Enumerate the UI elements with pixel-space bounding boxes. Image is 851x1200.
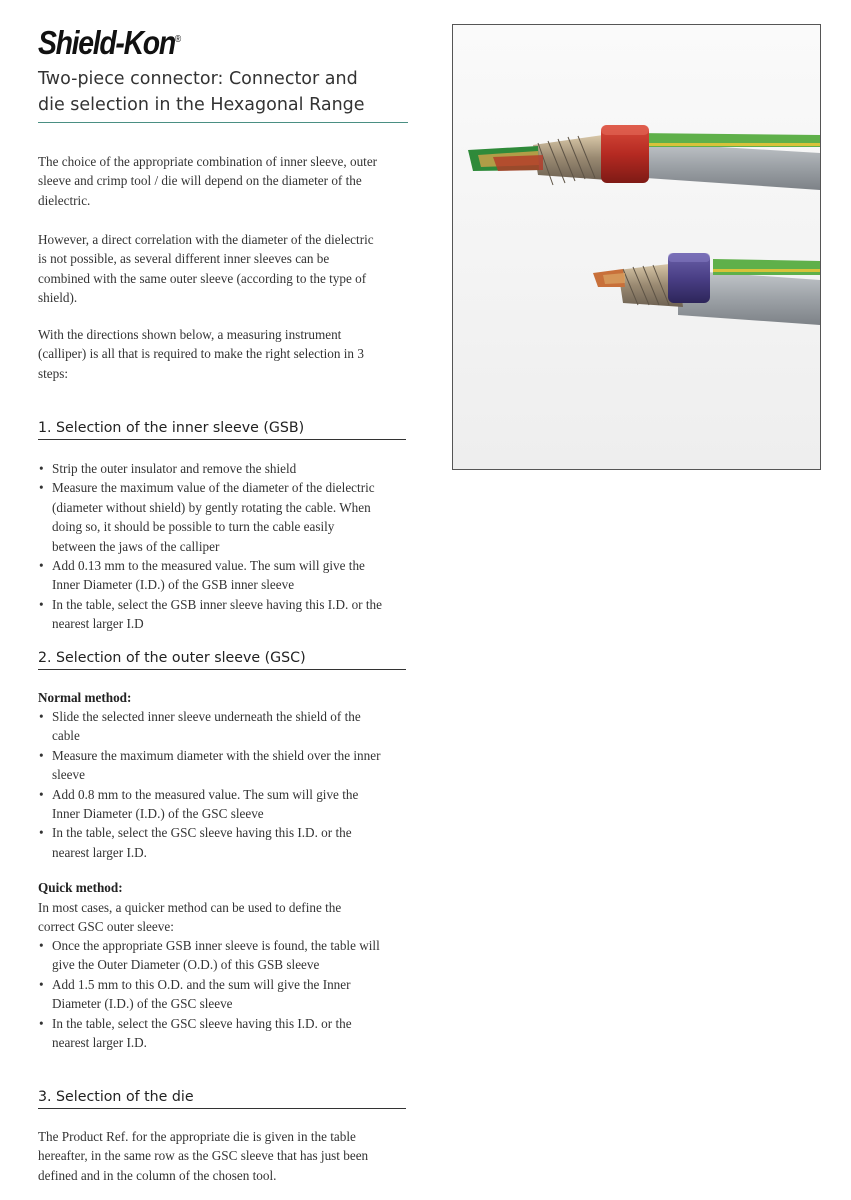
- text-line: (calliper) is all that is required to make the right selection in 3: [38, 346, 364, 362]
- text-line: In the table, select the GSC sleeve having this I.D. or the: [52, 1015, 352, 1031]
- bullet-icon: •: [39, 596, 44, 612]
- bullet-icon: •: [39, 825, 44, 841]
- section-1-heading: 1. Selection of the inner sleeve (GSB): [38, 418, 406, 440]
- text-line: Add 1.5 mm to this O.D. and the sum will give the Inner: [52, 976, 351, 992]
- brand-name: Shield-Kon: [38, 24, 175, 61]
- section-1-list: [38, 459, 410, 634]
- text-line: nearest larger I.D: [52, 616, 144, 632]
- bullet-icon: •: [39, 976, 44, 992]
- text-line: Add 0.8 mm to the measured value. The sum will give the: [52, 786, 359, 802]
- text-line: In the table, select the GSB inner sleeve having this I.D. or the: [52, 596, 382, 612]
- text-line: give the Outer Diameter (O.D.) of this GSB sleeve: [52, 957, 320, 973]
- quick-method-label: Quick method:: [38, 880, 123, 895]
- text-line: doing so, it should be possible to turn the cable easily: [52, 519, 335, 535]
- text-line: However, a direct correlation with the diameter of the dielectric: [38, 232, 374, 247]
- bullet-icon: •: [39, 461, 44, 476]
- bullet-icon: •: [39, 709, 44, 724]
- text-line: hereafter, in the same row as the GSC sleeve that has just been: [38, 1148, 369, 1164]
- normal-method-label: Normal method:: [38, 690, 132, 705]
- title-line: Two-piece connector: Connector and: [38, 69, 358, 89]
- intro-paragraph-3: [38, 325, 410, 383]
- quick-method-intro: [38, 898, 410, 937]
- bullet-icon: •: [39, 558, 44, 574]
- text-line: In most cases, a quicker method can be used to define the: [38, 900, 342, 915]
- brand-logo: [38, 20, 181, 63]
- section-2-heading: 2. Selection of the outer sleeve (GSC): [38, 648, 406, 670]
- cable-illustration: [453, 25, 820, 469]
- document-title: [38, 66, 408, 123]
- text-line: Inner Diameter (I.D.) of the GSC sleeve: [52, 806, 264, 822]
- text-line: combined with the same outer sleeve (according to the type of: [38, 270, 367, 286]
- text-line: steps:: [38, 365, 69, 381]
- text-line: defined and in the column of the chosen tool.: [38, 1167, 277, 1183]
- text-line: dielectric.: [38, 192, 91, 208]
- text-line: The choice of the appropriate combination of inner sleeve, outer: [38, 154, 378, 169]
- section-3-heading: 3. Selection of the die: [38, 1087, 406, 1109]
- cable-photo: [452, 24, 821, 470]
- text-line: In the table, select the GSC sleeve having this I.D. or the: [52, 825, 352, 841]
- intro-paragraph-2: [38, 230, 410, 308]
- text-line: between the jaws of the calliper: [52, 538, 220, 554]
- quick-method-list: [38, 936, 410, 1052]
- text-line: cable: [52, 728, 80, 744]
- text-line: Measure the maximum diameter with the shield over the inner: [52, 747, 381, 763]
- text-line: sleeve and crimp tool / die will depend on the diameter of the: [38, 173, 362, 189]
- text-line: Strip the outer insulator and remove the shield: [52, 461, 297, 476]
- list-item: [38, 785, 410, 824]
- list-item: [38, 707, 410, 746]
- list-item: [38, 975, 410, 1014]
- text-line: The Product Ref. for the appropriate die is given in the table: [38, 1129, 356, 1144]
- list-item: [38, 556, 410, 595]
- text-line: Once the appropriate GSB inner sleeve is found, the table will: [52, 938, 380, 953]
- list-item: [38, 746, 410, 785]
- text-line: nearest larger I.D.: [52, 844, 147, 860]
- text-line: nearest larger I.D.: [52, 1035, 147, 1051]
- text-line: shield).: [38, 290, 78, 306]
- section-3-body: [38, 1127, 410, 1185]
- text-line: Diameter (I.D.) of the GSC sleeve: [52, 996, 233, 1012]
- text-line: Slide the selected inner sleeve underneath the shield of the: [52, 709, 361, 724]
- title-line: die selection in the Hexagonal Range: [38, 95, 365, 115]
- text-line: Measure the maximum value of the diameter of the dielectric: [52, 480, 375, 496]
- text-line: With the directions shown below, a measuring instrument: [38, 327, 342, 342]
- registered-mark: ®: [174, 34, 182, 45]
- text-line: sleeve: [52, 767, 85, 783]
- intro-paragraph-1: [38, 152, 410, 210]
- text-line: (diameter without shield) by gently rotating the cable. When: [52, 499, 371, 515]
- list-item: [38, 823, 410, 862]
- list-item: [38, 1014, 410, 1053]
- list-item: [38, 459, 410, 478]
- normal-method-list: [38, 707, 410, 862]
- bullet-icon: •: [39, 747, 44, 763]
- bullet-icon: •: [39, 480, 44, 496]
- list-item: [38, 936, 410, 975]
- bullet-icon: •: [39, 786, 44, 802]
- text-line: correct GSC outer sleeve:: [38, 919, 174, 935]
- text-line: Add 0.13 mm to the measured value. The sum will give the: [52, 558, 365, 574]
- text-line: Inner Diameter (I.D.) of the GSB inner sleeve: [52, 577, 295, 593]
- bullet-icon: •: [39, 1015, 44, 1031]
- bullet-icon: •: [39, 938, 44, 953]
- list-item: [38, 478, 410, 556]
- text-line: is not possible, as several different inner sleeves can be: [38, 251, 330, 267]
- list-item: [38, 595, 410, 634]
